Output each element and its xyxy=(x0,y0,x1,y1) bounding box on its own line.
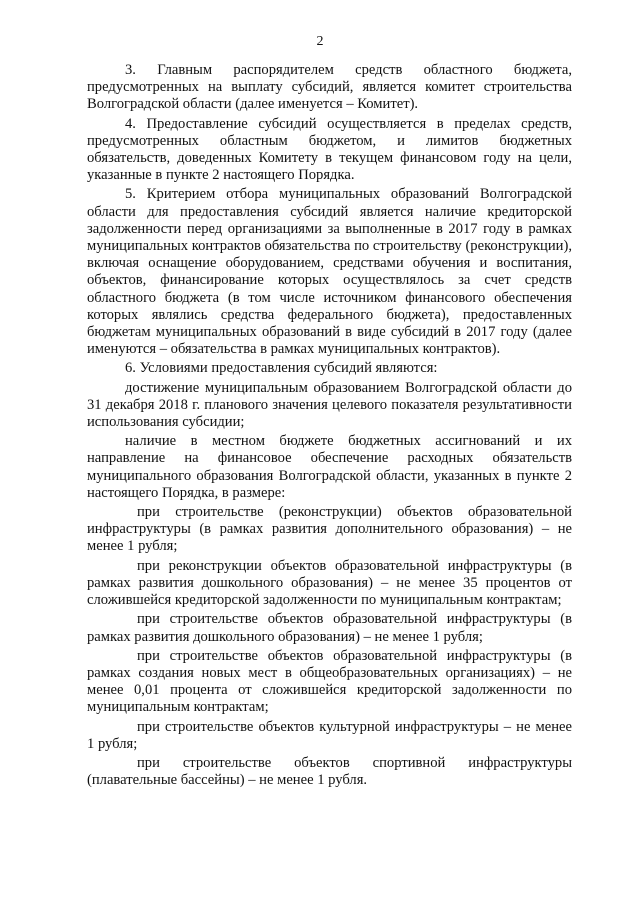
amount-additional-education: при строительстве (реконструкции) объектов образовательной инфраструктуры (в рамках развития дополнительного образования) – не менее 1 рубля; xyxy=(87,504,572,555)
document-body xyxy=(87,62,572,791)
condition-target-indicator: достижение муниципальным образованием Волгоградской области до 31 декабря 2018 г. планового значения целевого показателя результативности использования субсидии; xyxy=(87,379,572,431)
amount-cultural: при строительстве объектов культурной инфраструктуры – не менее 1 рубля; xyxy=(87,718,572,752)
condition-budget-allocations: наличие в местном бюджете бюджетных ассигнований и их направление на финансовое обеспечение расходных обязательств муниципального образования Волгоградской области, указанных в пункте 2 настоящего Порядка, в размере: xyxy=(87,433,572,501)
page-number: 2 xyxy=(316,34,324,49)
amount-preschool-reconstruction: при реконструкции объектов образовательной инфраструктуры (в рамках развития дошкольного образования) – не менее 35 процентов от сложившейся кредиторской задолженности по муниципальным контрактам; xyxy=(87,557,572,609)
paragraph-4: 4. Предоставление субсидий осуществляется в пределах средств, предусмотренных областным бюджетом, и лимитов бюджетных обязательств, доведенных Комитету в текущем финансовом году на цели, указанные в пункте 2 настоящего Порядка. xyxy=(87,115,572,184)
paragraph-3: 3. Главным распорядителем средств областного бюджета, предусмотренных на выплату субсидий, является комитет строительства Волгоградской области (далее именуется – Комитет). xyxy=(87,62,572,113)
amount-preschool-construction: при строительстве объектов образовательной инфраструктуры (в рамках развития дошкольного образования) – не менее 1 рубля; xyxy=(87,611,572,645)
amount-sports: при строительстве объектов спортивной инфраструктуры (плавательные бассейны) – не менее 1 рубля. xyxy=(87,754,572,789)
paragraph-5: 5. Критерием отбора муниципальных образований Волгоградской области для предоставления субсидий является наличие кредиторской задолженности перед организациями за выполненные в 2017 году в рамках муниципальных контрактов обязательства по строительству (реконструкции), включая оснащение оборудованием, средствами обучения и воспитания, объектов, финансирование которых осуществлялось за счет средств областного бюджета (в том числе источником финансового обеспечения которых являлись средства федерального бюджета), предоставленных бюджетам муниципальных образований в виде субсидий в 2017 году (далее именуются – обязательства в рамках муниципальных контрактов). xyxy=(87,186,572,358)
amount-general-education: при строительстве объектов образовательной инфраструктуры (в рамках создания новых мест в общеобразовательных организациях) – не менее 0,01 процента от сложившейся кредиторской задолженности по муниципальным контрактам; xyxy=(87,647,572,716)
paragraph-6: 6. Условиями предоставления субсидий являются: xyxy=(125,360,438,377)
